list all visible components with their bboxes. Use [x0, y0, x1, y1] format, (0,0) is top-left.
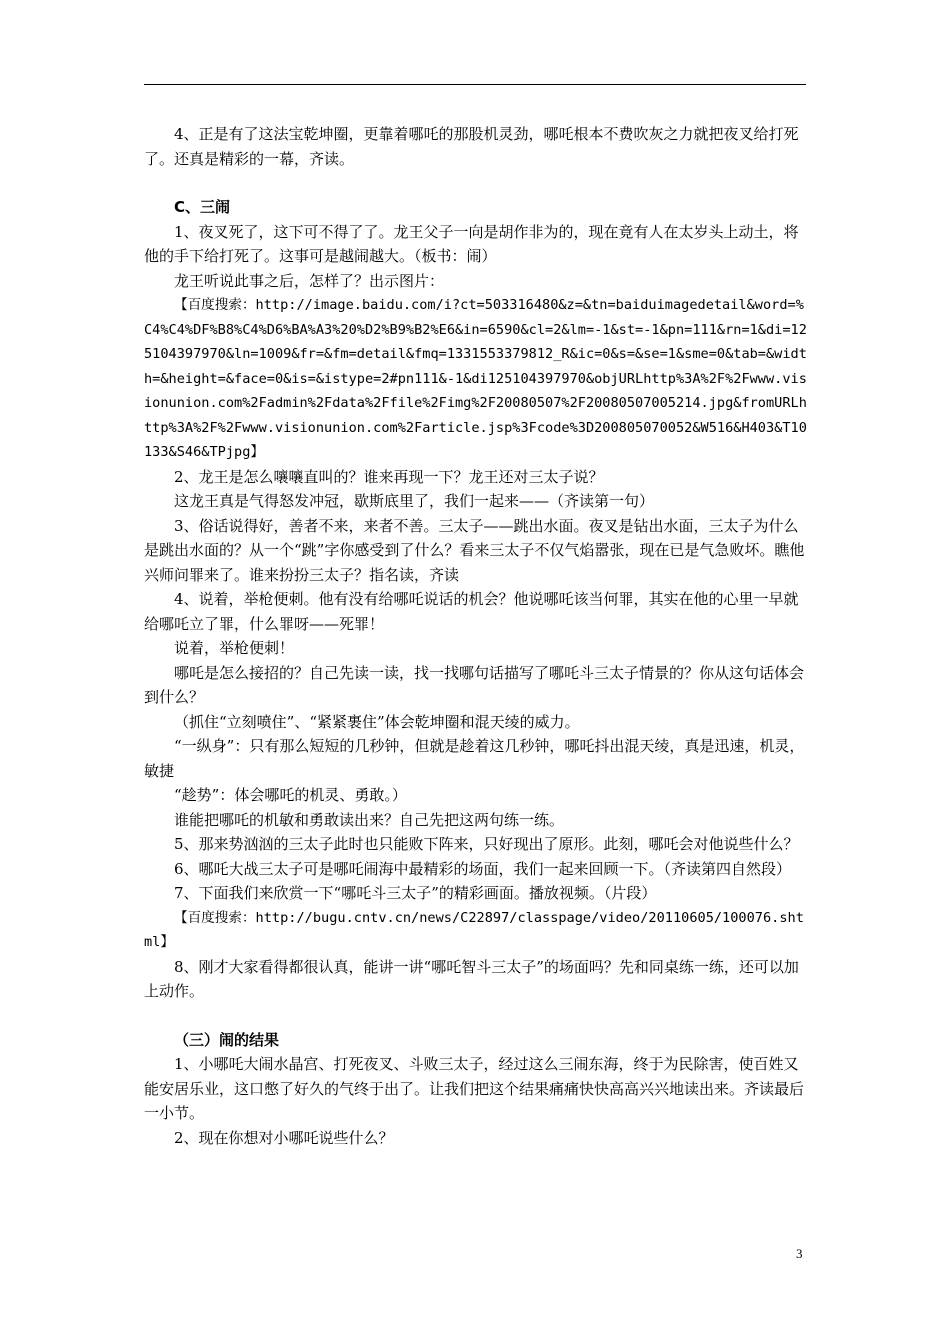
paragraph: 哪吒是怎么接招的？自己先读一读，找一找哪句话描写了哪吒斗三太子情景的？你从这句话体会到什么？: [144, 663, 805, 706]
header-rule: [144, 84, 806, 85]
paragraph: 3、俗话说得好，善者不来，来者不善。三太子——跳出水面。夜叉是钻出水面，三太子为什么是跳出水面的？从一个“跳”字你感受到了什么？看来三太子不仅气焰嚣张，现在已是气急败坏。瞧他兴师问罪来了。谁来扮扮三太子？指名读，齐读: [144, 516, 805, 584]
paragraph: 4、说着，举枪便刺。他有没有给哪吒说话的机会？他说哪吒该当何罪，其实在他的心里一早就给哪吒立了罪，什么罪呀——死罪！: [144, 590, 799, 633]
paragraph: 龙王听说此事之后，怎样了？出示图片：: [174, 271, 445, 290]
paragraph: 5、那来势汹汹的三太子此时也只能败下阵来，只好现出了原形。此刻，哪吒会对他说些什么？: [174, 835, 799, 853]
paragraph: （抓住“立刻喷住”、“紧紧裹住”体会乾坤圈和混天绫的威力。: [174, 712, 580, 731]
paragraph: 2、龙王是怎么嚷嚷直叫的？谁来再现一下？龙王还对三太子说？: [174, 467, 604, 486]
search-link-paragraph: 【百度搜索：http://image.baidu.com/i?ct=503316480&z=&tn=baiduimagedetail&word=%C4%C4%DF%B8%C4%D6%BA%A3%20%D2%B9%B2%E6&in=6590&cl=2&lm=-1&st=-1&pn=111&rn=1&di=125104397970&ln=1009&fr=&fm=detail&fmq=1331553379812_R&ic=0&s=&se=1&sme=0&tab=&width=&height=&face=0&is=&istype=2#pn111&-1&di125104397970&objURLhttp%3A%2F%2Fwww.visionunion.com%2Fadmin%2Fdata%2Ffile%2Fimg%2F20080507%2F20080507005214.jpg&fromURLhttp%3A%2F%2Fwww.visionunion.com%2Farticle.jsp%3Fcode%3D200805070052&W516&H403&T10133&S46&TPjpg】: [144, 297, 807, 460]
paragraph: 说着，举枪便刺！: [174, 639, 295, 657]
document-body: [144, 122, 812, 1150]
spacer: [144, 171, 812, 195]
section-heading: （三）闹的结果: [174, 1030, 280, 1049]
paragraph: 1、夜叉死了，这下可不得了了。龙王父子一向是胡作非为的，现在竟有人在太岁头上动土，将他的手下给打死了。这事可是越闹越大。（板书：闹）: [144, 222, 799, 265]
search-link-paragraph: 【百度搜索：http://bugu.cntv.cn/news/C22897/classpage/video/20110605/100076.shtml】: [144, 909, 804, 950]
paragraph: 6、哪吒大战三太子可是哪吒闹海中最精彩的场面，我们一起来回顾一下。（齐读第四自然段）: [174, 859, 792, 878]
paragraph: 8、刚才大家看得都很认真，能讲一讲“哪吒智斗三太子”的场面吗？先和同桌练一练，还可以加上动作。: [144, 957, 799, 1000]
page-number: 3: [796, 1246, 803, 1261]
spacer: [144, 1004, 812, 1028]
paragraph: 4、正是有了这法宝乾坤圈，更靠着哪吒的那股机灵劲，哪吒根本不费吹灰之力就把夜叉给打死了。还真是精彩的一幕，齐读。: [144, 125, 799, 168]
paragraph: “趁势”：体会哪吒的机灵、勇敢。）: [174, 786, 407, 804]
paragraph: 这龙王真是气得怒发冲冠，歇斯底里了，我们一起来——（齐读第一句）: [174, 492, 655, 510]
section-heading: C、三闹: [174, 198, 231, 216]
paragraph: 2、现在你想对小哪吒说些什么？: [174, 1128, 394, 1147]
paragraph: 1、小哪吒大闹水晶宫、打死夜叉、斗败三太子，经过这么三闹东海，终于为民除害，使百姓又能安居乐业，这口憋了好久的气终于出了。让我们把这个结果痛痛快快高高兴兴地读出来。齐读最后一小节。: [144, 1055, 805, 1122]
paragraph: “一纵身”：只有那么短短的几秒钟，但就是趁着这几秒钟，哪吒抖出混天绫，真是迅速，机灵，敏捷: [144, 737, 805, 780]
paragraph: 7、下面我们来欣赏一下“哪吒斗三太子”的精彩画面。播放视频。（片段）: [174, 884, 657, 902]
paragraph: 谁能把哪吒的机敏和勇敢读出来？自己先把这两句练一练。: [174, 810, 565, 829]
